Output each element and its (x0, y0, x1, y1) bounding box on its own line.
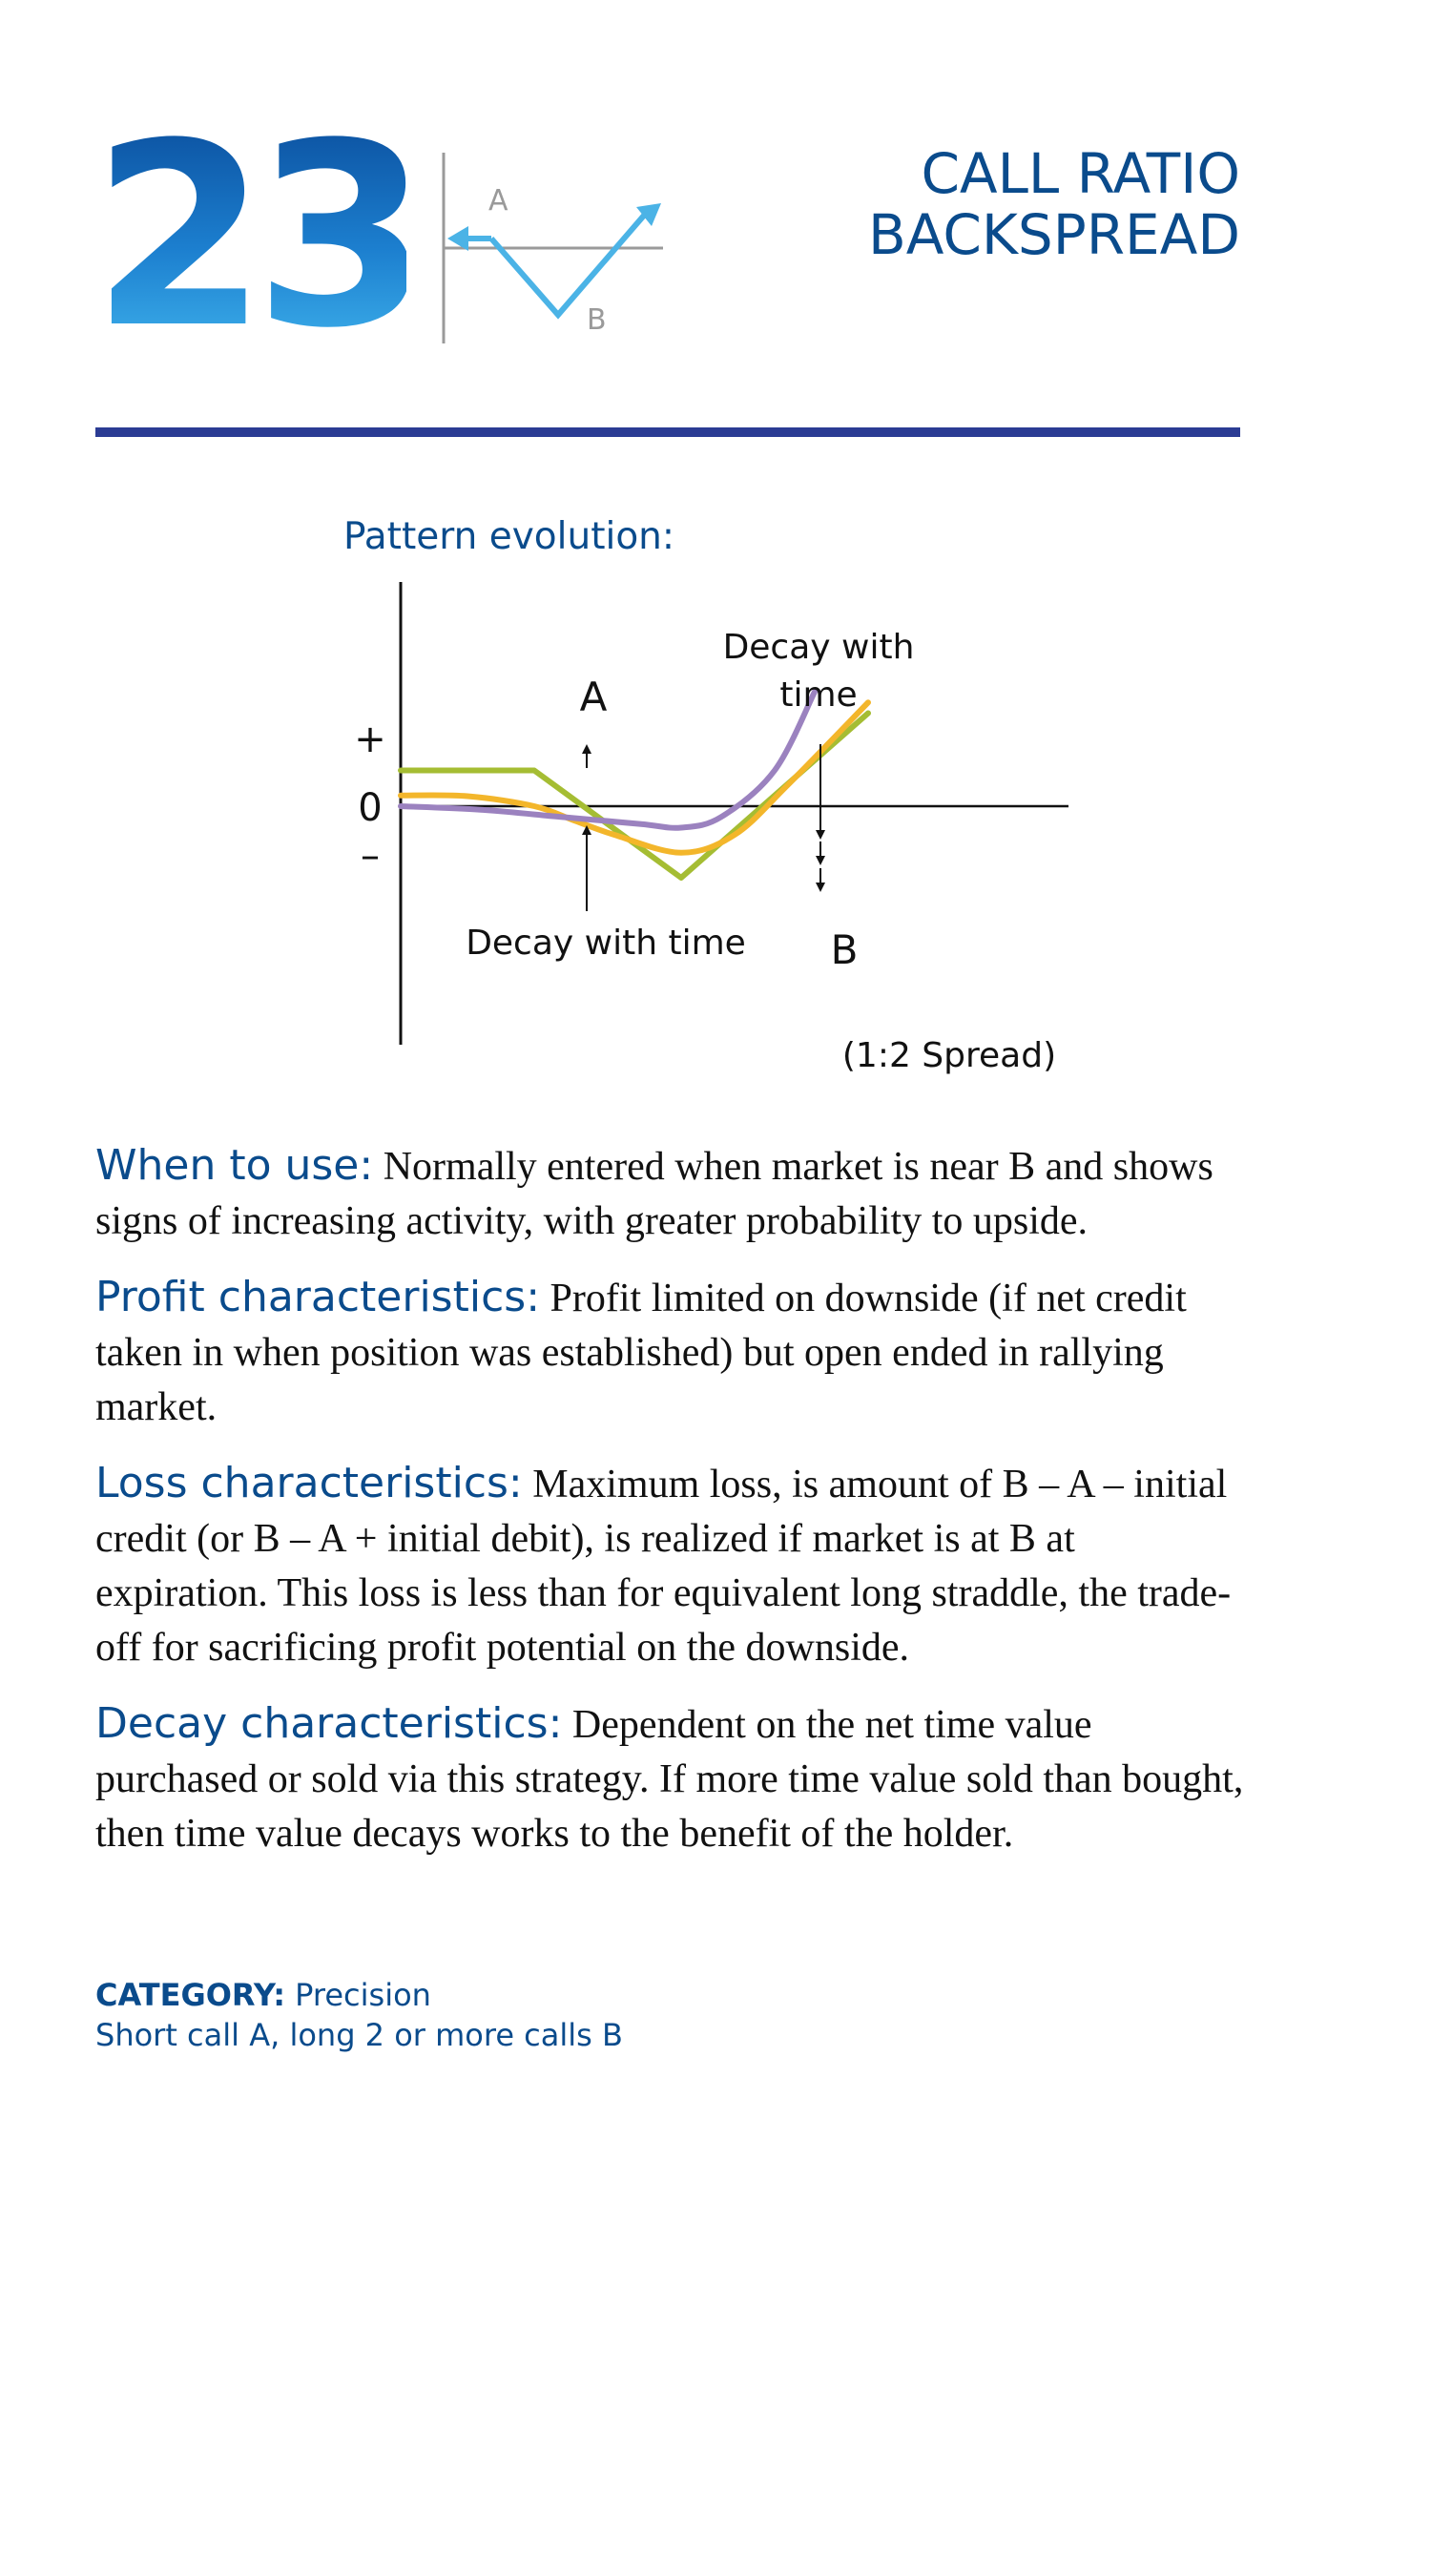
y-tick-minus: – (361, 834, 380, 878)
strike-a-label: A (579, 674, 608, 720)
profit-characteristics-text: Profit limited on downside (if net credit taken in when position was established) but open ended in rallying market. (95, 1277, 1187, 1429)
chart-heading: Pattern evolution: (343, 515, 675, 558)
when-to-use-paragraph (95, 1138, 1255, 1249)
y-tick-zero: 0 (358, 786, 383, 830)
decay-characteristics-label: Decay characteristics: (95, 1699, 563, 1748)
header-divider (95, 427, 1240, 437)
decay-bottom-label: Decay with time (466, 924, 746, 963)
spread-ratio-label: (1:2 Spread) (841, 1036, 1057, 1075)
when-to-use-label: When to use: (95, 1141, 374, 1190)
strike-b-label: B (830, 926, 859, 973)
strategy-title-line1: CALL RATIO (921, 141, 1240, 206)
decay-top-label-line1: Decay with (722, 628, 915, 667)
profit-characteristics-paragraph (95, 1270, 1255, 1435)
call-ratio-backspread-icon (434, 148, 673, 348)
loss-characteristics-paragraph (95, 1456, 1255, 1675)
chart-series-group (401, 692, 868, 878)
category-value: Precision (295, 1977, 431, 2013)
category-line (95, 1975, 623, 2015)
loss-characteristics-text: Maximum loss, is amount of B – A – initial credit (or B – A + initial debit), is realized if market is at B at expiration. This loss is less than for equivalent long straddle, the trade-off for sacrificing profit potential on the downside. (95, 1463, 1232, 1670)
strategy-title-line2: BACKSPREAD (867, 202, 1240, 267)
strategy-number: 23 (92, 90, 417, 384)
decay-characteristics-text: Dependent on the net time value purchased or sold via this strategy. If more time value sold than bought, then time value decays works to the benefit of the holder. (95, 1703, 1244, 1856)
when-to-use-text: Normally entered when market is near B and shows signs of increasing activity, with greater probability to upside. (95, 1145, 1213, 1243)
category-label: CATEGORY: (95, 1977, 285, 2013)
icon-payoff-line (491, 210, 649, 315)
strategy-description (95, 1138, 1255, 1882)
profit-characteristics-label: Profit characteristics: (95, 1273, 541, 1321)
decay-characteristics-paragraph (95, 1696, 1255, 1861)
y-tick-plus: + (354, 717, 386, 761)
pattern-evolution-chart (343, 572, 1088, 1107)
strategy-title (744, 143, 1240, 265)
icon-label-a: A (488, 184, 508, 218)
purple-payoff-line (401, 692, 815, 828)
loss-characteristics-label: Loss characteristics: (95, 1459, 523, 1507)
position-description: Short call A, long 2 or more calls B (95, 2017, 623, 2053)
category-block (95, 1975, 623, 2055)
decay-top-label-line2: time (779, 675, 858, 715)
icon-label-b: B (587, 303, 607, 337)
